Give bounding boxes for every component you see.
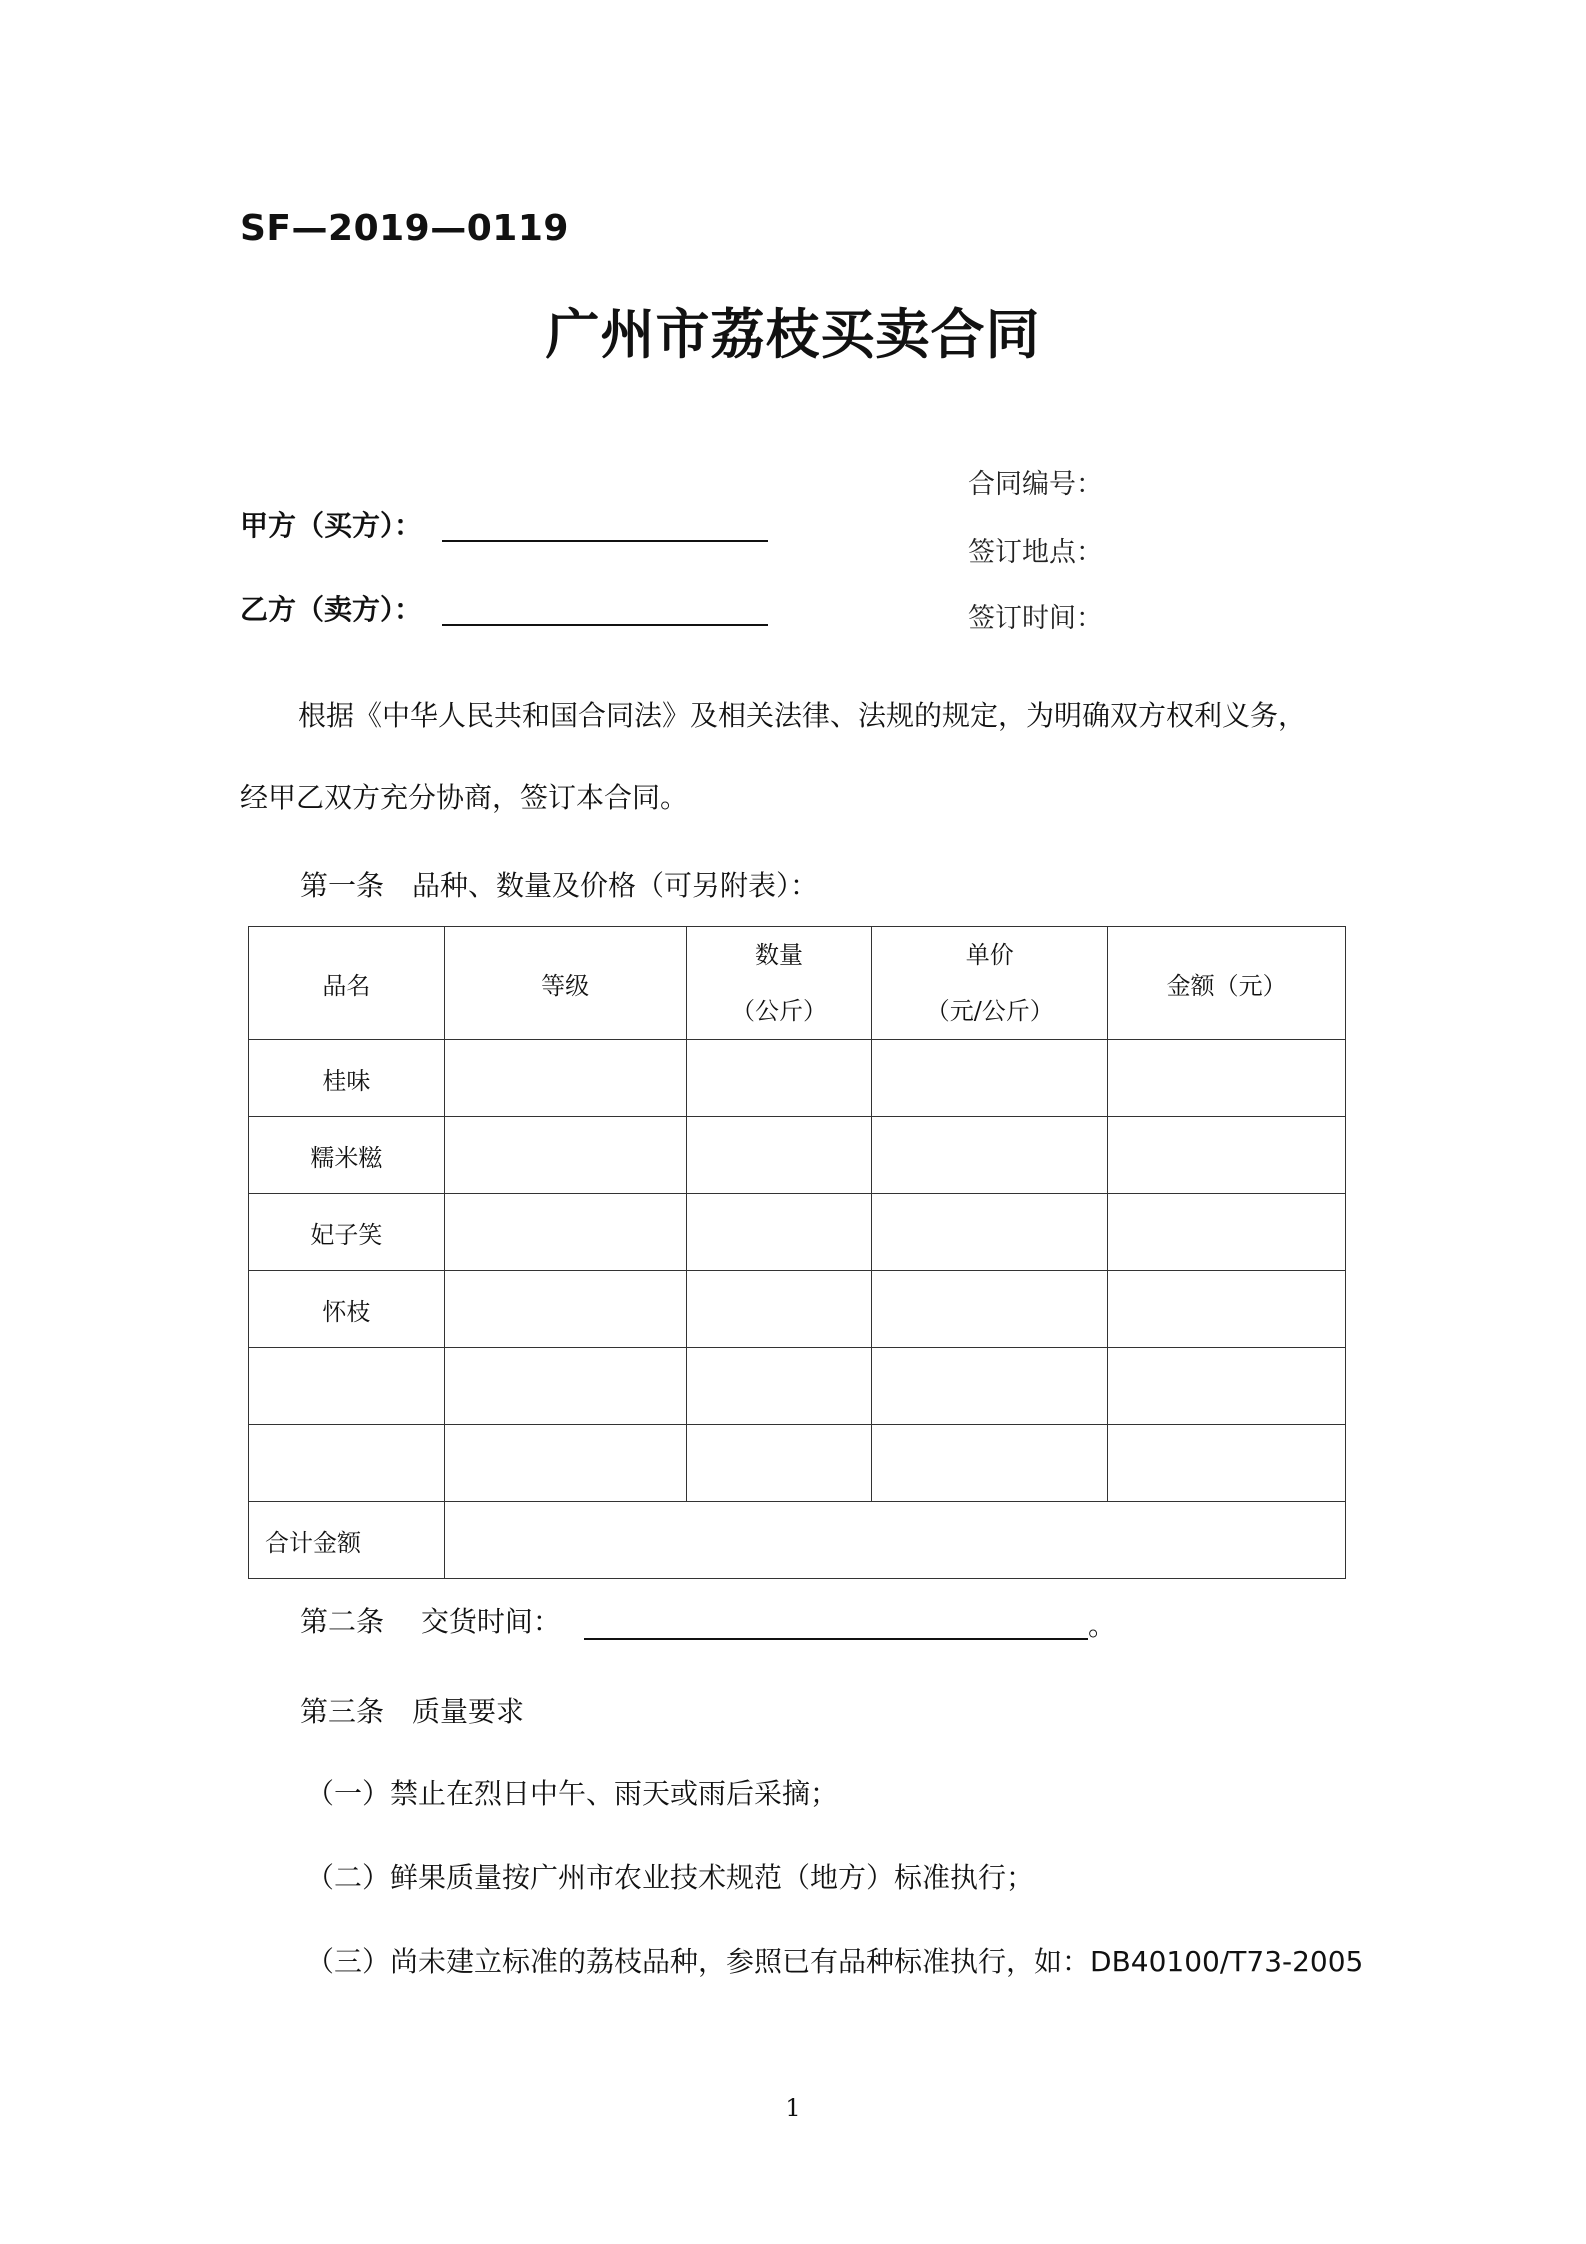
preamble-line-1: 根据《中华人民共和国合同法》及相关法律、法规的规定，为明确双方权利义务，	[298, 699, 1307, 732]
header-quantity-label: 数量	[754, 941, 803, 969]
variety-name: 桂味	[249, 1040, 445, 1117]
grade-cell[interactable]	[444, 1040, 686, 1117]
amount-cell[interactable]	[1108, 1425, 1346, 1502]
unit-price-cell[interactable]	[872, 1040, 1108, 1117]
contract-number-label: 合同编号：	[968, 469, 1103, 500]
total-amount-cell[interactable]	[444, 1502, 1345, 1579]
quantity-cell[interactable]	[686, 1271, 872, 1348]
quantity-cell[interactable]	[686, 1040, 872, 1117]
header-amount: 金额（元）	[1108, 927, 1346, 1040]
unit-price-cell[interactable]	[872, 1348, 1108, 1425]
buyer-label: 甲方（买方）：	[240, 509, 423, 542]
variety-name[interactable]	[249, 1425, 445, 1502]
quantity-cell[interactable]	[686, 1194, 872, 1271]
grade-cell[interactable]	[444, 1425, 686, 1502]
unit-price-cell[interactable]	[872, 1271, 1108, 1348]
page-number: 1	[785, 2094, 801, 2122]
variety-name[interactable]	[249, 1348, 445, 1425]
table-row	[249, 1271, 1346, 1348]
total-amount-label: 合计金额	[249, 1502, 445, 1579]
clause-2-end-mark: 。	[1088, 1609, 1117, 1642]
header-quantity	[686, 927, 872, 1040]
header-name: 品名	[249, 927, 445, 1040]
quality-item-1: （一）禁止在烈日中午、雨天或雨后采摘；	[306, 1777, 839, 1810]
buyer-blank[interactable]	[442, 540, 768, 542]
amount-cell[interactable]	[1108, 1040, 1346, 1117]
sign-time-label: 签订时间：	[968, 603, 1103, 634]
unit-price-cell[interactable]	[872, 1194, 1108, 1271]
unit-price-cell[interactable]	[872, 1117, 1108, 1194]
header-unit-price-unit: （元/公斤）	[925, 997, 1054, 1025]
seller-blank[interactable]	[442, 624, 768, 626]
grade-cell[interactable]	[444, 1271, 686, 1348]
table-header-row	[249, 927, 1346, 1040]
table-total-row	[249, 1502, 1346, 1579]
grade-cell[interactable]	[444, 1194, 686, 1271]
quantity-cell[interactable]	[686, 1425, 872, 1502]
document-code: SF—2019—0119	[240, 208, 569, 249]
amount-cell[interactable]	[1108, 1271, 1346, 1348]
quality-item-2: （二）鲜果质量按广州市农业技术规范（地方）标准执行；	[306, 1861, 1035, 1894]
clause-2-heading: 第二条 交货时间：	[300, 1605, 561, 1638]
grade-cell[interactable]	[444, 1117, 686, 1194]
delivery-time-blank[interactable]	[584, 1638, 1088, 1640]
table-row	[249, 1425, 1346, 1502]
grade-cell[interactable]	[444, 1348, 686, 1425]
table-row	[249, 1117, 1346, 1194]
quantity-cell[interactable]	[686, 1348, 872, 1425]
header-quantity-unit: （公斤）	[730, 997, 827, 1025]
unit-price-cell[interactable]	[872, 1425, 1108, 1502]
variety-name: 糯米糍	[249, 1117, 445, 1194]
seller-label: 乙方（卖方）：	[240, 593, 423, 626]
document-title: 广州市荔枝买卖合同	[545, 303, 1041, 366]
header-unit-price-label: 单价	[965, 941, 1014, 969]
amount-cell[interactable]	[1108, 1348, 1346, 1425]
table-row	[249, 1348, 1346, 1425]
clause-3-heading: 第三条 质量要求	[300, 1695, 525, 1728]
variety-name: 妃子笑	[249, 1194, 445, 1271]
quantity-cell[interactable]	[686, 1117, 872, 1194]
variety-name: 怀枝	[249, 1271, 445, 1348]
table-row	[249, 1040, 1346, 1117]
amount-cell[interactable]	[1108, 1117, 1346, 1194]
header-grade: 等级	[444, 927, 686, 1040]
preamble-line-2: 经甲乙双方充分协商，签订本合同。	[240, 781, 689, 814]
clause-1-heading: 第一条 品种、数量及价格（可另附表）：	[300, 869, 819, 902]
quality-item-3: （三）尚未建立标准的荔枝品种，参照已有品种标准执行，如：DB40100/T73-2005	[306, 1945, 1364, 1978]
table-row	[249, 1194, 1346, 1271]
header-unit-price	[872, 927, 1108, 1040]
variety-table	[248, 926, 1346, 1579]
amount-cell[interactable]	[1108, 1194, 1346, 1271]
sign-place-label: 签订地点：	[968, 537, 1103, 568]
